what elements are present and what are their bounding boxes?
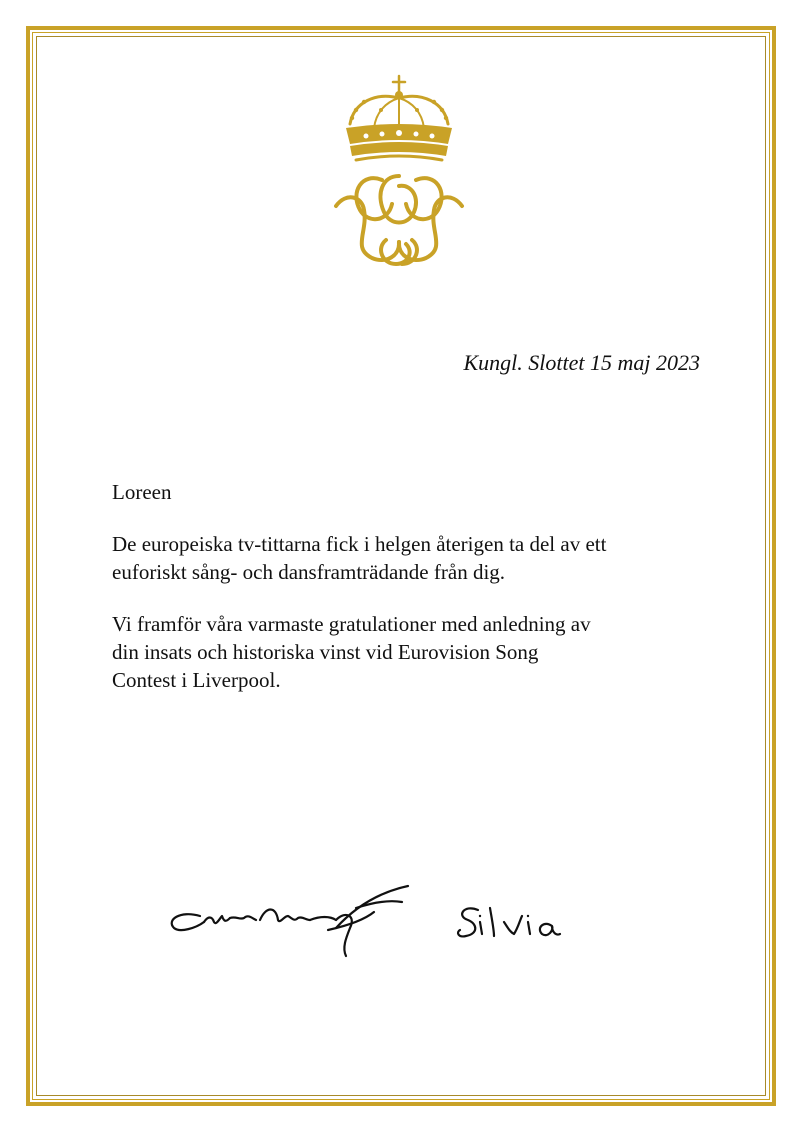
paragraph-2-line-2: din insats och historiska vinst vid Eurovision Song (112, 640, 539, 664)
monogram-letters-icon (336, 176, 462, 264)
signature-silvia (458, 908, 560, 936)
paragraph-1-line-1: De europeiska tv-tittarna fick i helgen återigen ta del av ett (112, 532, 607, 556)
signatures (160, 876, 600, 966)
signature-carl-gustaf (172, 886, 408, 956)
paragraph-congratulation-context (112, 530, 712, 586)
salutation: Loreen (112, 480, 172, 504)
letter-body (112, 478, 712, 718)
crown-icon (346, 76, 452, 160)
paragraph-1-line-2: euforiskt sång- och dansframträdande från dig. (112, 560, 506, 584)
paragraph-2-line-1: Vi framför våra varmaste gratulationer med anledning av (112, 612, 591, 636)
place-and-date: Kungl. Slottet 15 maj 2023 (463, 350, 700, 375)
paragraph-congratulations (112, 610, 712, 694)
royal-crown-monogram-icon (316, 72, 482, 272)
paragraph-2-line-3: Contest i Liverpool. (112, 668, 281, 692)
